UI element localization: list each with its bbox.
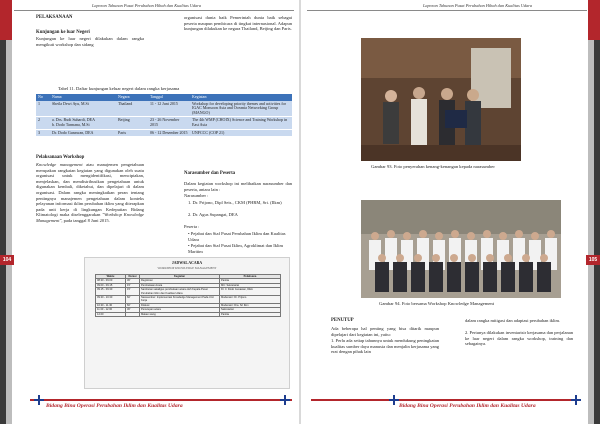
schedule-row: 09.30 - 10.30 60' Narasumber: Implementasi Knowledge Management Pada Unit Kerja Moderator: Dr. Prijono <box>96 296 281 304</box>
table-header: Nama <box>50 94 116 101</box>
workshop-text-lead: Knowledge management <box>36 162 83 167</box>
workshop-text-body: atau manajemen pengetahuan merupakan rangkaian kegiatan yang digunakan oleh suatu organisasi untuk mengidentifikasi, menciptakan, menjelaskan, dan mendistribusikan pengetahuan untuk digunakan kembali, diketahui, dan dipelajari di dalam organisasi. Dalam rangka meningkatkan peran tentang pentingnya manajemen pengetahuan dalam konteks pelayanan informasi iklim perubahan iklim yang diterapkan pada unit kerja di lingkungan Kedeputian Bidang Klimatologi maka diselenggarakan <box>36 162 144 218</box>
workshop-date: , pada tanggal 8 Juni 2015. <box>61 217 110 223</box>
table-cell: Beijing <box>116 117 148 129</box>
kunjungan-title: Kunjungan ke luar Negeri <box>36 30 90 35</box>
schedule-title: JADWAL ACARA <box>171 261 203 265</box>
table-cell: Workshop for developing priority themes and activities for IGAC Monsoon Asia and Oceania Networking Group (MANGO) <box>190 101 292 117</box>
kunjungan-text-cont: organisasi dunia baik Pemerintah dunia baik sebagai peserta maupun pembicara di tingkat internasional. Adapun kunjungan dilakukan ke negara Thailand, Beijing dan Paris. <box>184 15 292 32</box>
table-cell: a. Drs. Budi Suhardi, DEA b. Dodo Tarmana, M.Si <box>50 117 116 129</box>
table-cell: 1 <box>36 101 50 117</box>
penutup-item: 2. Pertunya dilakukan inventarisir kerjasama dan perjalanan ke luar negeri dalam rangka workshop, training dan sebagainya. <box>465 330 573 347</box>
table-row <box>36 101 292 117</box>
ceremony-photo-illustration <box>361 38 521 161</box>
schedule-header: Waktu <box>96 275 126 279</box>
cross-ornament-icon <box>34 395 44 405</box>
table-cell: 06 - 12 Desember 2015 <box>148 129 190 137</box>
table-cell: 2 <box>36 117 50 129</box>
peserta-item: • Pejabat dan Staf Pusat Iklim, Agroklimat dan Iklim Maritim <box>188 243 283 254</box>
table-cell: Dr. Dodo Gunawan, DEA <box>50 129 116 137</box>
left-side-bar-grey <box>6 0 12 424</box>
table-row <box>36 117 292 129</box>
penutup-text: Ada beberapa hal penting yang bisa ditarik maupun dipelajari dari kegiatan ini, yaitu: <box>331 326 439 337</box>
schedule-row: 10.30 - 11.30 60' Diskusi Moderator: Dra. Sri Ilkm <box>96 303 281 307</box>
cross-ornament-icon <box>280 395 290 405</box>
header-rule <box>307 10 587 11</box>
schedule-header: Pelaksana <box>220 275 281 279</box>
schedule-row: 11.30 - 12.00 30' Penutupan acara Sekretariat <box>96 308 281 312</box>
table-cell: The 4th WMP (CHOIX) Science and Training Workshop in East Asia <box>190 117 292 129</box>
cross-ornament-icon <box>571 395 581 405</box>
narasumber-item: 2. Dr. Agus Supangat, DEA <box>188 212 238 217</box>
pelaksanaan-title: PELAKSANAAN <box>36 15 73 20</box>
page-number: 104 <box>0 255 14 265</box>
table-cell: UNFCCC (COP 21) <box>190 129 292 137</box>
table-cell: Sheila Dewi Ayu, M.Si <box>50 101 116 117</box>
table-row <box>36 129 292 137</box>
running-header: Laporan Tahunan Pusat Perubahan Hibah dan Kualitas Udara <box>92 3 202 8</box>
schedule-row: 09.00 - 09.15 15' Pembukaan Acara MC: Sekretariat <box>96 283 281 287</box>
visit-table <box>36 94 292 137</box>
peserta-label: Peserta : <box>184 224 200 229</box>
penutup-title: PENUTUP <box>331 318 354 323</box>
table-header: Tanggal <box>148 94 190 101</box>
running-header: Laporan Tahunan Pusat Perubahan Hibah dan Kualitas Udara <box>423 3 533 8</box>
header-rule <box>14 10 294 11</box>
footer-text: Bidang Bina Operasi Perubahan Iklim dan Kualitas Udara <box>399 403 536 409</box>
table-cell: Paris <box>116 129 148 137</box>
footer-rule <box>30 399 292 401</box>
photo1-caption: Gambar 93. Foto penyerahan kenang-kenangan kepada narasumber <box>371 164 495 169</box>
workshop-title: Pelaksanaan Workshop <box>36 155 85 160</box>
schedule-row: 12.00 Makan siang Panitia <box>96 312 281 316</box>
right-side-accent <box>588 0 600 40</box>
peserta-item: • Pejabat dan Staf Pusat Perubahan Iklim dan Kualitas Udara <box>188 231 286 242</box>
table-header: No <box>36 94 50 101</box>
penutup-item: 1. Perlu ada setiap tahunnya untuk mendukung peningkatan kualitas sumber daya manusia dan menjalin kerjasama yang erat dengan pihak lain <box>331 338 439 355</box>
schedule-header: Durasi <box>126 275 140 279</box>
table-cell: Thailand <box>116 101 148 117</box>
participants-title: Narasumber dan Peserta <box>184 171 236 176</box>
table-cell: 3 <box>36 129 50 137</box>
penutup-item-cont: dalam rangka mitigasi dan adaptasi perubahan iklim. <box>465 318 561 323</box>
footer-rule <box>311 399 581 401</box>
narasumber-item: 1. Dr. Prijono, Dipl Seis., CKM (PHRM, Sri. (Ilkm) <box>188 200 282 205</box>
left-page <box>0 0 299 424</box>
schedule-row: 08.30 - 09.00 30' Registrasi Panitia <box>96 279 281 283</box>
right-side-bar <box>594 0 600 424</box>
footer-text: Bidang Bina Operasi Perubahan Iklim dan Kualitas Udara <box>46 403 183 409</box>
table-cell: 23 - 26 November 2015 <box>148 117 190 129</box>
workshop-quote: "Workshop Knowledge Management" <box>36 212 144 223</box>
table-header: Negara <box>116 94 148 101</box>
table-cell: 11 - 12 Juni 2015 <box>148 101 190 117</box>
table-caption: Tabel 11. Daftar kunjungan keluar negeri dalam rangka kerjasama <box>58 86 180 91</box>
narasumber-label: Narasumber : <box>184 193 209 198</box>
participants-intro: Dalam kegiatan workshop ini melibatkan narasumber dan peserta, antara lain : <box>184 181 292 192</box>
schedule-image <box>84 257 290 389</box>
page-number: 105 <box>586 255 600 265</box>
table-header: Kegiatan <box>190 94 292 101</box>
left-side-accent <box>0 0 12 40</box>
right-page <box>301 0 600 424</box>
cross-ornament-icon <box>389 395 399 405</box>
group-photo-illustration <box>361 200 561 298</box>
schedule-subtitle: WORKSHOP KNOWLEDGE MANAGEMENT <box>157 266 217 270</box>
schedule-row: 09.15 - 09.30 15' Sambutan sekaligus pembukaan acara oleh Kepala Pusat Perubahan Iklim dan Kualitas Udara Dr. Ir. Dodo Gunawan, DEA <box>96 288 281 296</box>
photo2-caption: Gambar 94. Foto bersama Workshop Knowledge Management <box>379 301 495 306</box>
schedule-table <box>95 274 281 317</box>
workshop-text <box>36 162 144 224</box>
schedule-header: Kegiatan <box>140 275 220 279</box>
group-photo <box>361 200 561 298</box>
kunjungan-text: Kunjungan ke luar negeri dilakukan dalam rangka mengikuti workshop dan sidang <box>36 36 144 47</box>
ceremony-photo <box>361 38 521 161</box>
